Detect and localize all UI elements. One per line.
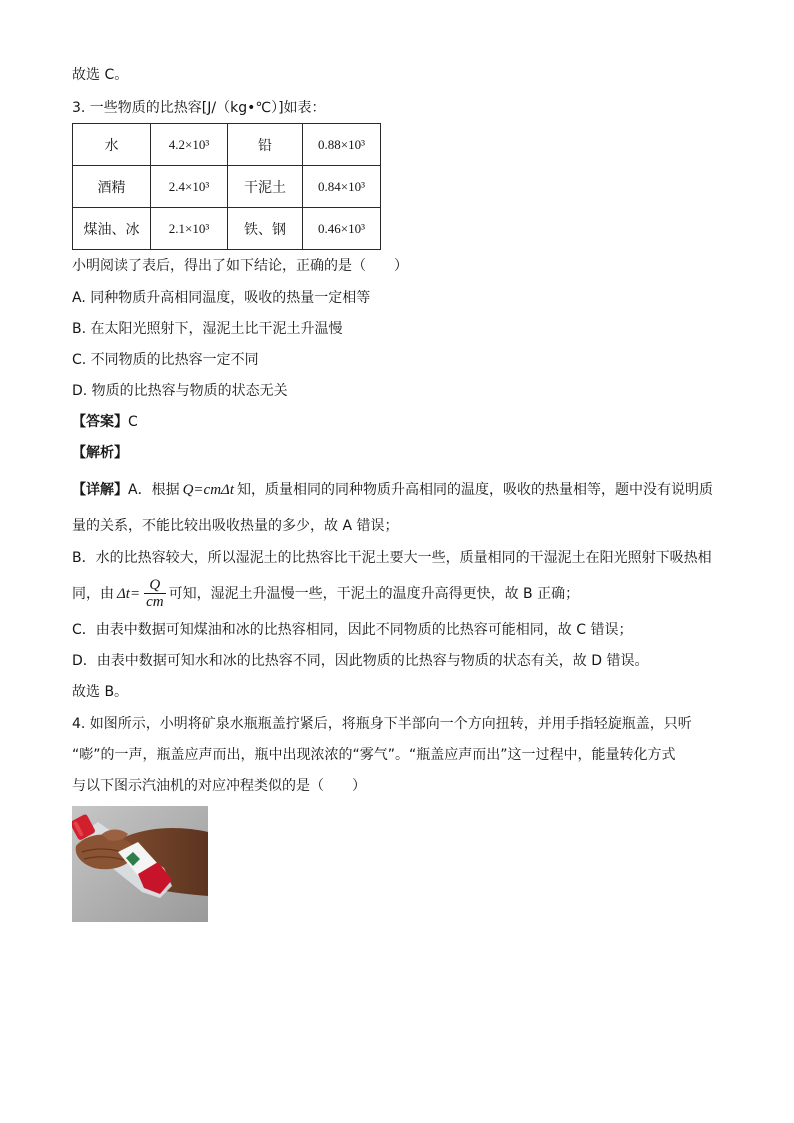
table-cell-value: 0.84×10³ <box>303 166 381 208</box>
table-cell-value: 2.4×10³ <box>151 166 228 208</box>
formula-fraction <box>144 578 166 610</box>
detail-a-line-1 <box>72 480 713 500</box>
table-cell-value: 2.1×10³ <box>151 208 228 250</box>
detail-d-line: D．由表中数据可知水和冰的比热容不同，因此物质的比热容与物质的状态有关，故 D 错误。 <box>72 653 649 669</box>
detail-a-line-2: 量的关系，不能比较出吸收热量的多少，故 A 错误； <box>72 518 399 534</box>
answer-line <box>72 412 138 432</box>
previous-conclusion: 故选 C。 <box>72 67 129 83</box>
option-d: D. 物质的比热容与物质的状态无关 <box>72 383 288 399</box>
detail-b-pre: 同，由 <box>72 586 114 602</box>
table-row <box>73 166 381 208</box>
fraction-numerator: Q <box>144 578 166 594</box>
detail-b-post: 可知，湿泥土升温慢一些，干泥土的温度升高得更快，故 B 正确； <box>168 586 580 602</box>
detail-a-post: 知，质量相同的同种物质升高相同的温度，吸收的热量相等，题中没有说明质 <box>237 482 713 498</box>
table-cell-substance: 铁、钢 <box>228 208 303 250</box>
question-3-stem: 3. 一些物质的比热容[J/（kg•℃）]如表： <box>72 100 326 116</box>
option-a: A. 同种物质升高相同温度，吸收的热量一定相等 <box>72 290 371 306</box>
question-4-line-2: “嘭”的一声，瓶盖应声而出，瓶中出现浓浓的“雾气”。“瓶盖应声而出”这一过程中，能量转化方式 <box>72 747 676 763</box>
specific-heat-table <box>72 123 381 250</box>
table-row <box>73 208 381 250</box>
table-cell-value: 0.46×10³ <box>303 208 381 250</box>
option-b: B. 在太阳光照射下，湿泥土比干泥土升温慢 <box>72 321 343 337</box>
formula-heat: Q=cmΔt <box>182 482 234 498</box>
question-3-prompt: 小明阅读了表后，得出了如下结论，正确的是（ ） <box>72 258 408 274</box>
detail-a-pre: A．根据 <box>128 482 180 498</box>
formula-delta-t: Δt= <box>117 586 141 602</box>
table-cell-substance: 铅 <box>228 124 303 166</box>
bottle-photo <box>72 806 208 922</box>
table-cell-substance: 酒精 <box>73 166 151 208</box>
fraction-denominator: cm <box>146 594 164 610</box>
detail-conclusion: 故选 B。 <box>72 684 129 700</box>
question-4-line-3: 与以下图示汽油机的对应冲程类似的是（ ） <box>72 778 366 794</box>
detail-label: 【详解】 <box>72 482 128 498</box>
table-cell-value: 4.2×10³ <box>151 124 228 166</box>
table-cell-substance: 水 <box>73 124 151 166</box>
table-row <box>73 124 381 166</box>
bottle-photo-graphic <box>72 806 208 922</box>
answer-label: 【答案】 <box>72 414 128 430</box>
answer-value: C <box>128 414 138 430</box>
detail-c-line: C．由表中数据可知煤油和冰的比热容相同，因此不同物质的比热容可能相同，故 C 错误； <box>72 622 633 638</box>
table-cell-value: 0.88×10³ <box>303 124 381 166</box>
analysis-label: 【解析】 <box>72 445 128 461</box>
question-4-line-1: 4. 如图所示，小明将矿泉水瓶瓶盖拧紧后，将瓶身下半部向一个方向扭转，并用手指轻旋瓶盖，只听 <box>72 716 692 732</box>
detail-b-line-1: B．水的比热容较大，所以湿泥土的比热容比干泥土要大一些，质量相同的干湿泥土在阳光照射下吸热相 <box>72 550 712 566</box>
detail-b-line-2 <box>72 576 579 612</box>
option-c: C. 不同物质的比热容一定不同 <box>72 352 259 368</box>
table-cell-substance: 干泥土 <box>228 166 303 208</box>
table-cell-substance: 煤油、冰 <box>73 208 151 250</box>
